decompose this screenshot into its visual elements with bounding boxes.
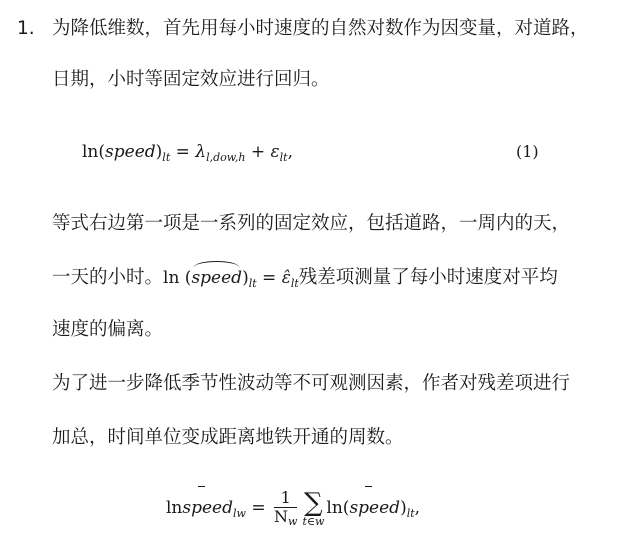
- paragraph-3-line-2: 加总，时间单位变成距离地铁开通的周数。: [52, 427, 404, 448]
- paragraph-1-text-1: 为降低维数，首先用每小时速度的自然对数作为因变量，对道路，: [52, 18, 589, 39]
- inline-speed-tilde: speed: [191, 268, 243, 288]
- eq2-denominator-n: N: [274, 507, 289, 526]
- eq1-lambda: λ: [195, 142, 207, 162]
- eq1-comma: ,: [287, 142, 294, 162]
- eq2-speed-bar: speed: [182, 488, 233, 528]
- eq2-fraction: [274, 489, 297, 528]
- eq2-comma: ,: [414, 498, 421, 518]
- summation-icon: ∑: [304, 487, 323, 518]
- equation-1-number: (1): [516, 142, 539, 161]
- eq2-rhs-ln: ln(: [326, 498, 350, 518]
- eq1-ln: ln(: [82, 142, 106, 162]
- paragraph-2-text-pre: 一天的小时。: [52, 267, 164, 288]
- inline-equation: [163, 268, 299, 288]
- eq2-rhs-close-paren: ): [400, 498, 407, 518]
- eq1-plus: +: [245, 142, 271, 162]
- eq1-lambda-subscript: l,dow,h: [206, 151, 246, 164]
- inline-ln: ln (: [163, 268, 192, 288]
- paragraph-1-line-2: 日期，小时等固定效应进行回归。: [52, 69, 330, 90]
- list-number: 1.: [17, 18, 35, 39]
- eq2-rhs-subscript: lt: [406, 507, 415, 520]
- paragraph-2-text-post: 残差项测量了每小时速度对平均: [298, 267, 558, 288]
- paragraph-2-line-3: 速度的偏离。: [52, 319, 164, 340]
- eq2-equals: =: [245, 498, 272, 518]
- eq2-fraction-denominator: [274, 508, 297, 528]
- paragraph-2-line-2: [52, 266, 558, 292]
- inline-epsilon-subscript: lt: [290, 277, 299, 290]
- eq2-summation-limit: t∈w: [302, 514, 325, 528]
- eq1-speed: speed: [105, 142, 156, 162]
- paragraph-3-line-1: 为了进一步降低季节性波动等不可观测因素，作者对残差项进行: [52, 373, 571, 394]
- eq2-lhs-subscript: lw: [233, 507, 246, 520]
- eq2-denominator-subscript: w: [288, 515, 298, 528]
- eq1-lhs-subscript: lt: [162, 151, 171, 164]
- equation-2: [166, 488, 420, 540]
- eq1-equals: =: [170, 142, 196, 162]
- inline-subscript: lt: [248, 277, 257, 290]
- eq1-close-paren: ): [155, 142, 163, 162]
- eq1-epsilon-subscript: lt: [279, 151, 288, 164]
- eq2-rhs-speed-bar: speed: [349, 488, 400, 528]
- eq2-ln: ln: [166, 498, 183, 518]
- eq1-epsilon: ε: [270, 142, 280, 162]
- paragraph-2-line-1: 等式右边第一项是一系列的固定效应，包括道路，一周内的天，: [52, 213, 571, 234]
- equation-1: [82, 140, 293, 166]
- eq2-fraction-numerator: 1: [274, 489, 297, 508]
- inline-close-paren: ): [242, 268, 249, 288]
- inline-equals: =: [256, 268, 282, 288]
- eq2-summation: [302, 487, 325, 528]
- inline-epsilon-hat: ε̂: [281, 268, 291, 288]
